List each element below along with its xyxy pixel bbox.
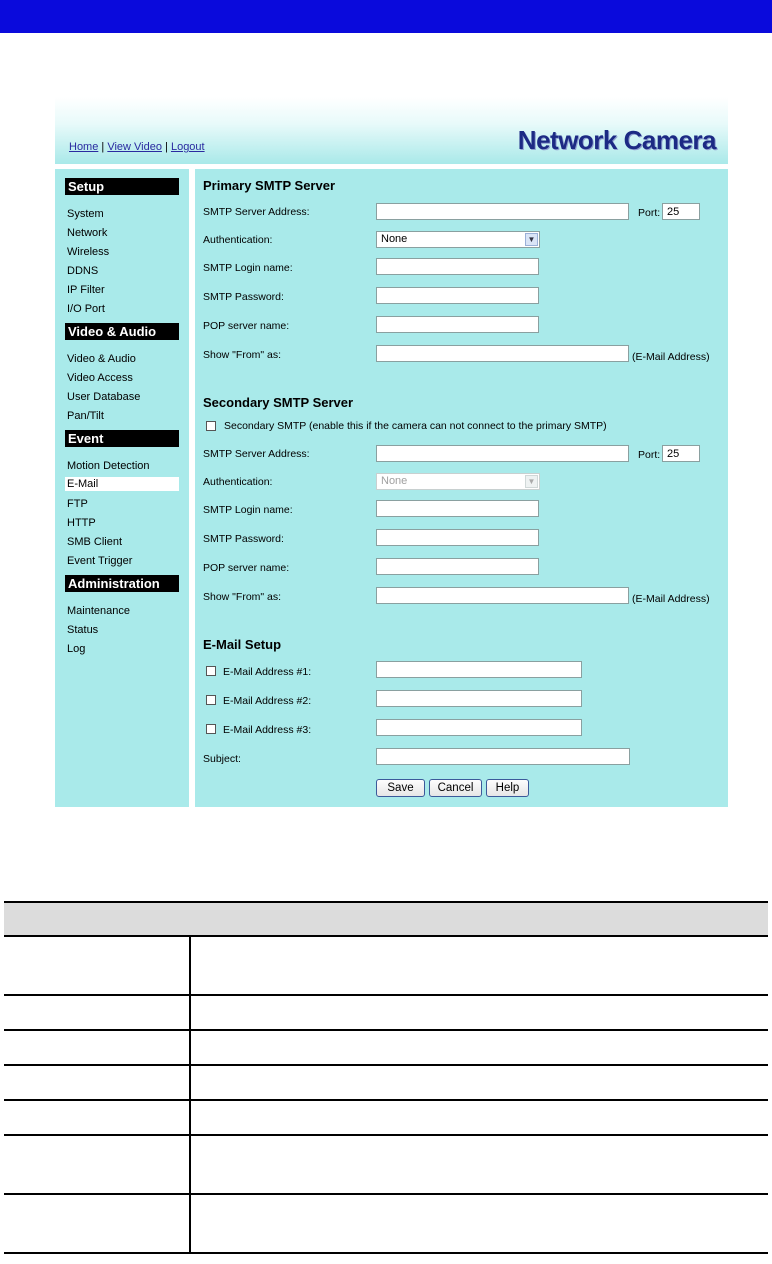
- primary-smtp-title: Primary SMTP Server: [203, 178, 335, 193]
- nav-home-link[interactable]: Home: [69, 141, 99, 153]
- document-title-bar: [0, 0, 772, 33]
- field-description-table: [4, 901, 768, 1254]
- sidebar-item-http[interactable]: HTTP: [67, 517, 96, 529]
- secondary-password-label: SMTP Password:: [203, 533, 284, 545]
- camera-web-ui: [55, 97, 728, 807]
- secondary-auth-value: None: [381, 475, 408, 487]
- secondary-from-input[interactable]: [376, 587, 629, 604]
- table-row: [4, 1135, 768, 1194]
- table-row: [4, 1194, 768, 1253]
- primary-port-input[interactable]: [662, 203, 700, 220]
- sidebar-item-motion-detection[interactable]: Motion Detection: [67, 460, 150, 472]
- sidebar-item-wireless[interactable]: Wireless: [67, 246, 110, 258]
- table-row: [4, 995, 768, 1030]
- secondary-server-label: SMTP Server Address:: [203, 448, 310, 460]
- chevron-down-icon: ▼: [525, 475, 538, 488]
- sidebar-item-user-database[interactable]: User Database: [67, 391, 141, 403]
- primary-login-label: SMTP Login name:: [203, 262, 293, 274]
- cancel-button[interactable]: Cancel: [429, 779, 482, 797]
- secondary-auth-select: [376, 473, 540, 490]
- nav-logout-link[interactable]: Logout: [170, 141, 205, 153]
- secondary-port-input[interactable]: [662, 445, 700, 462]
- secondary-login-input[interactable]: [376, 500, 539, 517]
- sidebar: [55, 169, 189, 807]
- sidebar-item-ddns[interactable]: DDNS: [67, 265, 99, 277]
- primary-server-label: SMTP Server Address:: [203, 206, 310, 218]
- primary-password-input[interactable]: [376, 287, 539, 304]
- sidebar-header-video-audio: Video & Audio: [65, 323, 179, 340]
- primary-from-label: Show "From" as:: [203, 349, 282, 361]
- table-row: [4, 1030, 768, 1065]
- nav-view-video-link[interactable]: View Video: [107, 141, 162, 153]
- nav-separator: |: [161, 141, 171, 153]
- email-address-2-label: E-Mail Address #2:: [223, 695, 312, 707]
- camera-header: [55, 97, 728, 164]
- sidebar-item-system[interactable]: System: [67, 208, 104, 220]
- primary-pop-label: POP server name:: [203, 320, 290, 332]
- subject-label: Subject:: [203, 753, 241, 765]
- sidebar-item-email[interactable]: E-Mail: [65, 477, 179, 491]
- sidebar-item-video-audio[interactable]: Video & Audio: [67, 353, 136, 365]
- sidebar-item-status[interactable]: Status: [67, 624, 99, 636]
- primary-port-label: Port:: [638, 207, 661, 219]
- primary-auth-label: Authentication:: [203, 234, 273, 246]
- email-address-3-checkbox[interactable]: [206, 724, 216, 734]
- secondary-from-hint: (E-Mail Address): [632, 593, 710, 605]
- secondary-smtp-title: Secondary SMTP Server: [203, 395, 354, 410]
- table-row: [4, 1100, 768, 1135]
- table-header-cell: [4, 902, 768, 936]
- sidebar-item-ip-filter[interactable]: IP Filter: [67, 284, 105, 296]
- sidebar-header-administration: Administration: [65, 575, 179, 592]
- sidebar-item-io-port[interactable]: I/O Port: [67, 303, 105, 315]
- email-address-3-label: E-Mail Address #3:: [223, 724, 312, 736]
- sidebar-item-video-access[interactable]: Video Access: [67, 372, 133, 384]
- chevron-down-icon: ▼: [525, 233, 538, 246]
- secondary-password-input[interactable]: [376, 529, 539, 546]
- secondary-from-label: Show "From" as:: [203, 591, 282, 603]
- email-address-2-checkbox[interactable]: [206, 695, 216, 705]
- sidebar-item-network[interactable]: Network: [67, 227, 108, 239]
- primary-auth-value: None: [381, 233, 408, 245]
- secondary-server-input[interactable]: [376, 445, 629, 462]
- email-address-3-input[interactable]: [376, 719, 582, 736]
- save-button[interactable]: Save: [376, 779, 425, 797]
- table-row: [4, 1065, 768, 1100]
- secondary-auth-label: Authentication:: [203, 476, 273, 488]
- primary-from-hint: (E-Mail Address): [632, 351, 710, 363]
- primary-password-label: SMTP Password:: [203, 291, 284, 303]
- sidebar-item-pan-tilt[interactable]: Pan/Tilt: [67, 410, 104, 422]
- primary-login-input[interactable]: [376, 258, 539, 275]
- email-address-2-input[interactable]: [376, 690, 582, 707]
- subject-input[interactable]: [376, 748, 630, 765]
- primary-auth-select[interactable]: [376, 231, 540, 248]
- sidebar-header-event: Event: [65, 430, 179, 447]
- secondary-port-label: Port:: [638, 449, 661, 461]
- primary-pop-input[interactable]: [376, 316, 539, 333]
- sidebar-header-setup: Setup: [65, 178, 179, 195]
- secondary-enable-label: Secondary SMTP (enable this if the camera can not connect to the primary SMTP): [224, 420, 607, 432]
- secondary-enable-checkbox[interactable]: [206, 421, 216, 431]
- sidebar-item-maintenance[interactable]: Maintenance: [67, 605, 130, 617]
- network-camera-logo: Network Camera: [517, 125, 716, 155]
- table-header-row: [4, 902, 768, 936]
- top-nav: [69, 141, 205, 153]
- primary-server-input[interactable]: [376, 203, 629, 220]
- email-address-1-checkbox[interactable]: [206, 666, 216, 676]
- table-row: [4, 936, 768, 995]
- sidebar-item-smb-client[interactable]: SMB Client: [67, 536, 123, 548]
- sidebar-item-event-trigger[interactable]: Event Trigger: [67, 555, 133, 567]
- secondary-pop-input[interactable]: [376, 558, 539, 575]
- email-setup-title: E-Mail Setup: [203, 637, 282, 652]
- sidebar-item-log[interactable]: Log: [67, 643, 86, 655]
- email-address-1-input[interactable]: [376, 661, 582, 678]
- sidebar-item-ftp[interactable]: FTP: [67, 498, 88, 510]
- nav-separator: |: [98, 141, 108, 153]
- primary-from-input[interactable]: [376, 345, 629, 362]
- email-settings-form: [195, 169, 728, 807]
- secondary-login-label: SMTP Login name:: [203, 504, 293, 516]
- help-button[interactable]: Help: [486, 779, 529, 797]
- secondary-pop-label: POP server name:: [203, 562, 290, 574]
- email-address-1-label: E-Mail Address #1:: [223, 666, 312, 678]
